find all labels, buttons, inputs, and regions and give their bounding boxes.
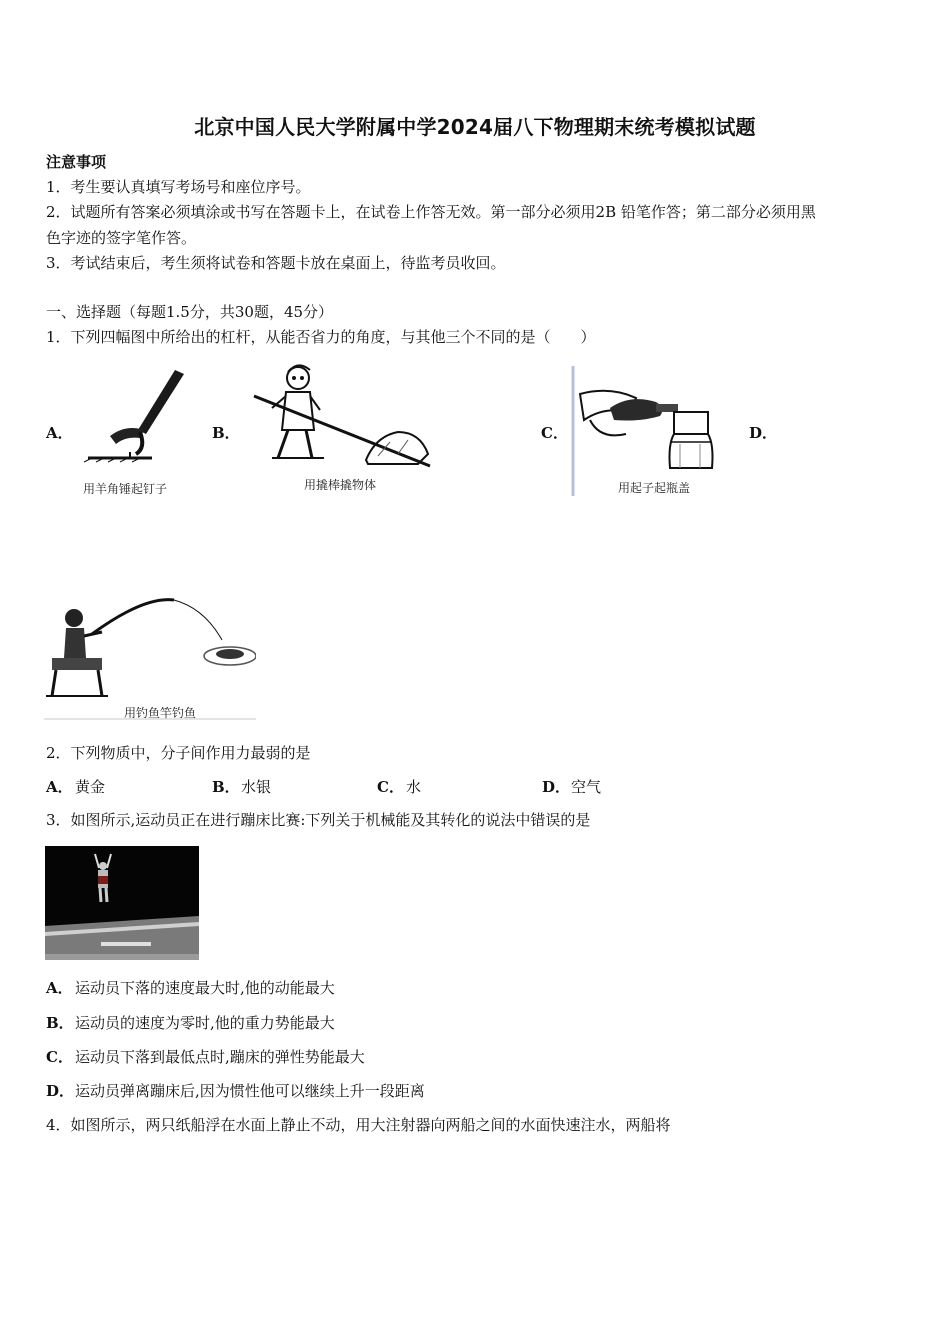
- q1-option-b-caption: 用撬棒撬物体: [304, 478, 377, 492]
- q1-option-a-caption: 用羊角锤起钉子: [83, 482, 168, 496]
- notice-heading: 注意事项: [46, 153, 107, 171]
- notice-item-3: 3．考试结束后，考生须将试卷和答题卡放在桌面上，待监考员收回。: [46, 254, 506, 272]
- q3-option-c-letter[interactable]: C．: [46, 1048, 73, 1066]
- q1-stem: 1．下列四幅图中所给出的杠杆，从能否省力的角度，与其他三个不同的是（ ）: [46, 328, 596, 346]
- q2-option-b-text: 水银: [241, 778, 272, 796]
- notice-item-2-cont: 色字迹的签字笔作答。: [46, 229, 197, 247]
- bottle-opener-icon: [570, 364, 720, 498]
- notice-item-1: 1．考生要认真填写考场号和座位序号。: [46, 178, 311, 196]
- q2-option-c-text: 水: [406, 778, 422, 796]
- q4-stem: 4．如图所示，两只纸船浮在水面上静止不动，用大注射器向两船之间的水面快速注水，两船将: [46, 1116, 671, 1134]
- notice-item-2: 2．试题所有答案必须填涂或书写在答题卡上，在试卷上作答无效。第一部分必须用2B 铅笔作答；第二部分必须用黑: [46, 203, 816, 221]
- page-title: 北京中国人民大学附属中学2024届八下物理期末统考模拟试题: [194, 115, 756, 139]
- q2-option-d-text: 空气: [571, 778, 602, 796]
- trampoline-athlete-icon: [45, 846, 199, 960]
- q3-option-c-text: 运动员下落到最低点时,蹦床的弹性势能最大: [75, 1048, 365, 1066]
- fishing-rod-icon: [44, 592, 256, 720]
- q3-option-b-letter[interactable]: B．: [46, 1014, 74, 1032]
- crowbar-worker-icon: [248, 360, 438, 472]
- q1-option-c-letter[interactable]: C．: [541, 424, 568, 442]
- q3-option-a-letter[interactable]: A．: [46, 979, 73, 997]
- q1-option-d-caption: 用钓鱼竿钓鱼: [124, 706, 197, 720]
- q1-option-d-letter[interactable]: D．: [749, 424, 778, 442]
- q1-option-a-letter[interactable]: A．: [46, 424, 73, 442]
- q2-option-c-letter[interactable]: C．: [377, 778, 404, 796]
- q1-option-b-letter[interactable]: B．: [212, 424, 240, 442]
- q2-option-d-letter[interactable]: D．: [542, 778, 571, 796]
- section-heading: 一、选择题（每题1.5分，共30题，45分）: [46, 303, 334, 321]
- claw-hammer-icon: [80, 362, 200, 464]
- q2-stem: 2．下列物质中，分子间作用力最弱的是: [46, 744, 311, 762]
- q2-option-a-text: 黄金: [75, 778, 106, 796]
- q3-option-d-letter[interactable]: D．: [46, 1082, 75, 1100]
- q2-option-b-letter[interactable]: B．: [212, 778, 240, 796]
- q3-option-d-text: 运动员弹离蹦床后,因为惯性他可以继续上升一段距离: [75, 1082, 425, 1100]
- q2-option-a-letter[interactable]: A．: [46, 778, 73, 796]
- q3-option-a-text: 运动员下落的速度最大时,他的动能最大: [75, 979, 335, 997]
- q3-option-b-text: 运动员的速度为零时,他的重力势能最大: [75, 1014, 335, 1032]
- q3-stem: 3．如图所示,运动员正在进行蹦床比赛:下列关于机械能及其转化的说法中错误的是: [46, 811, 591, 829]
- q1-option-c-caption: 用起子起瓶盖: [618, 481, 691, 495]
